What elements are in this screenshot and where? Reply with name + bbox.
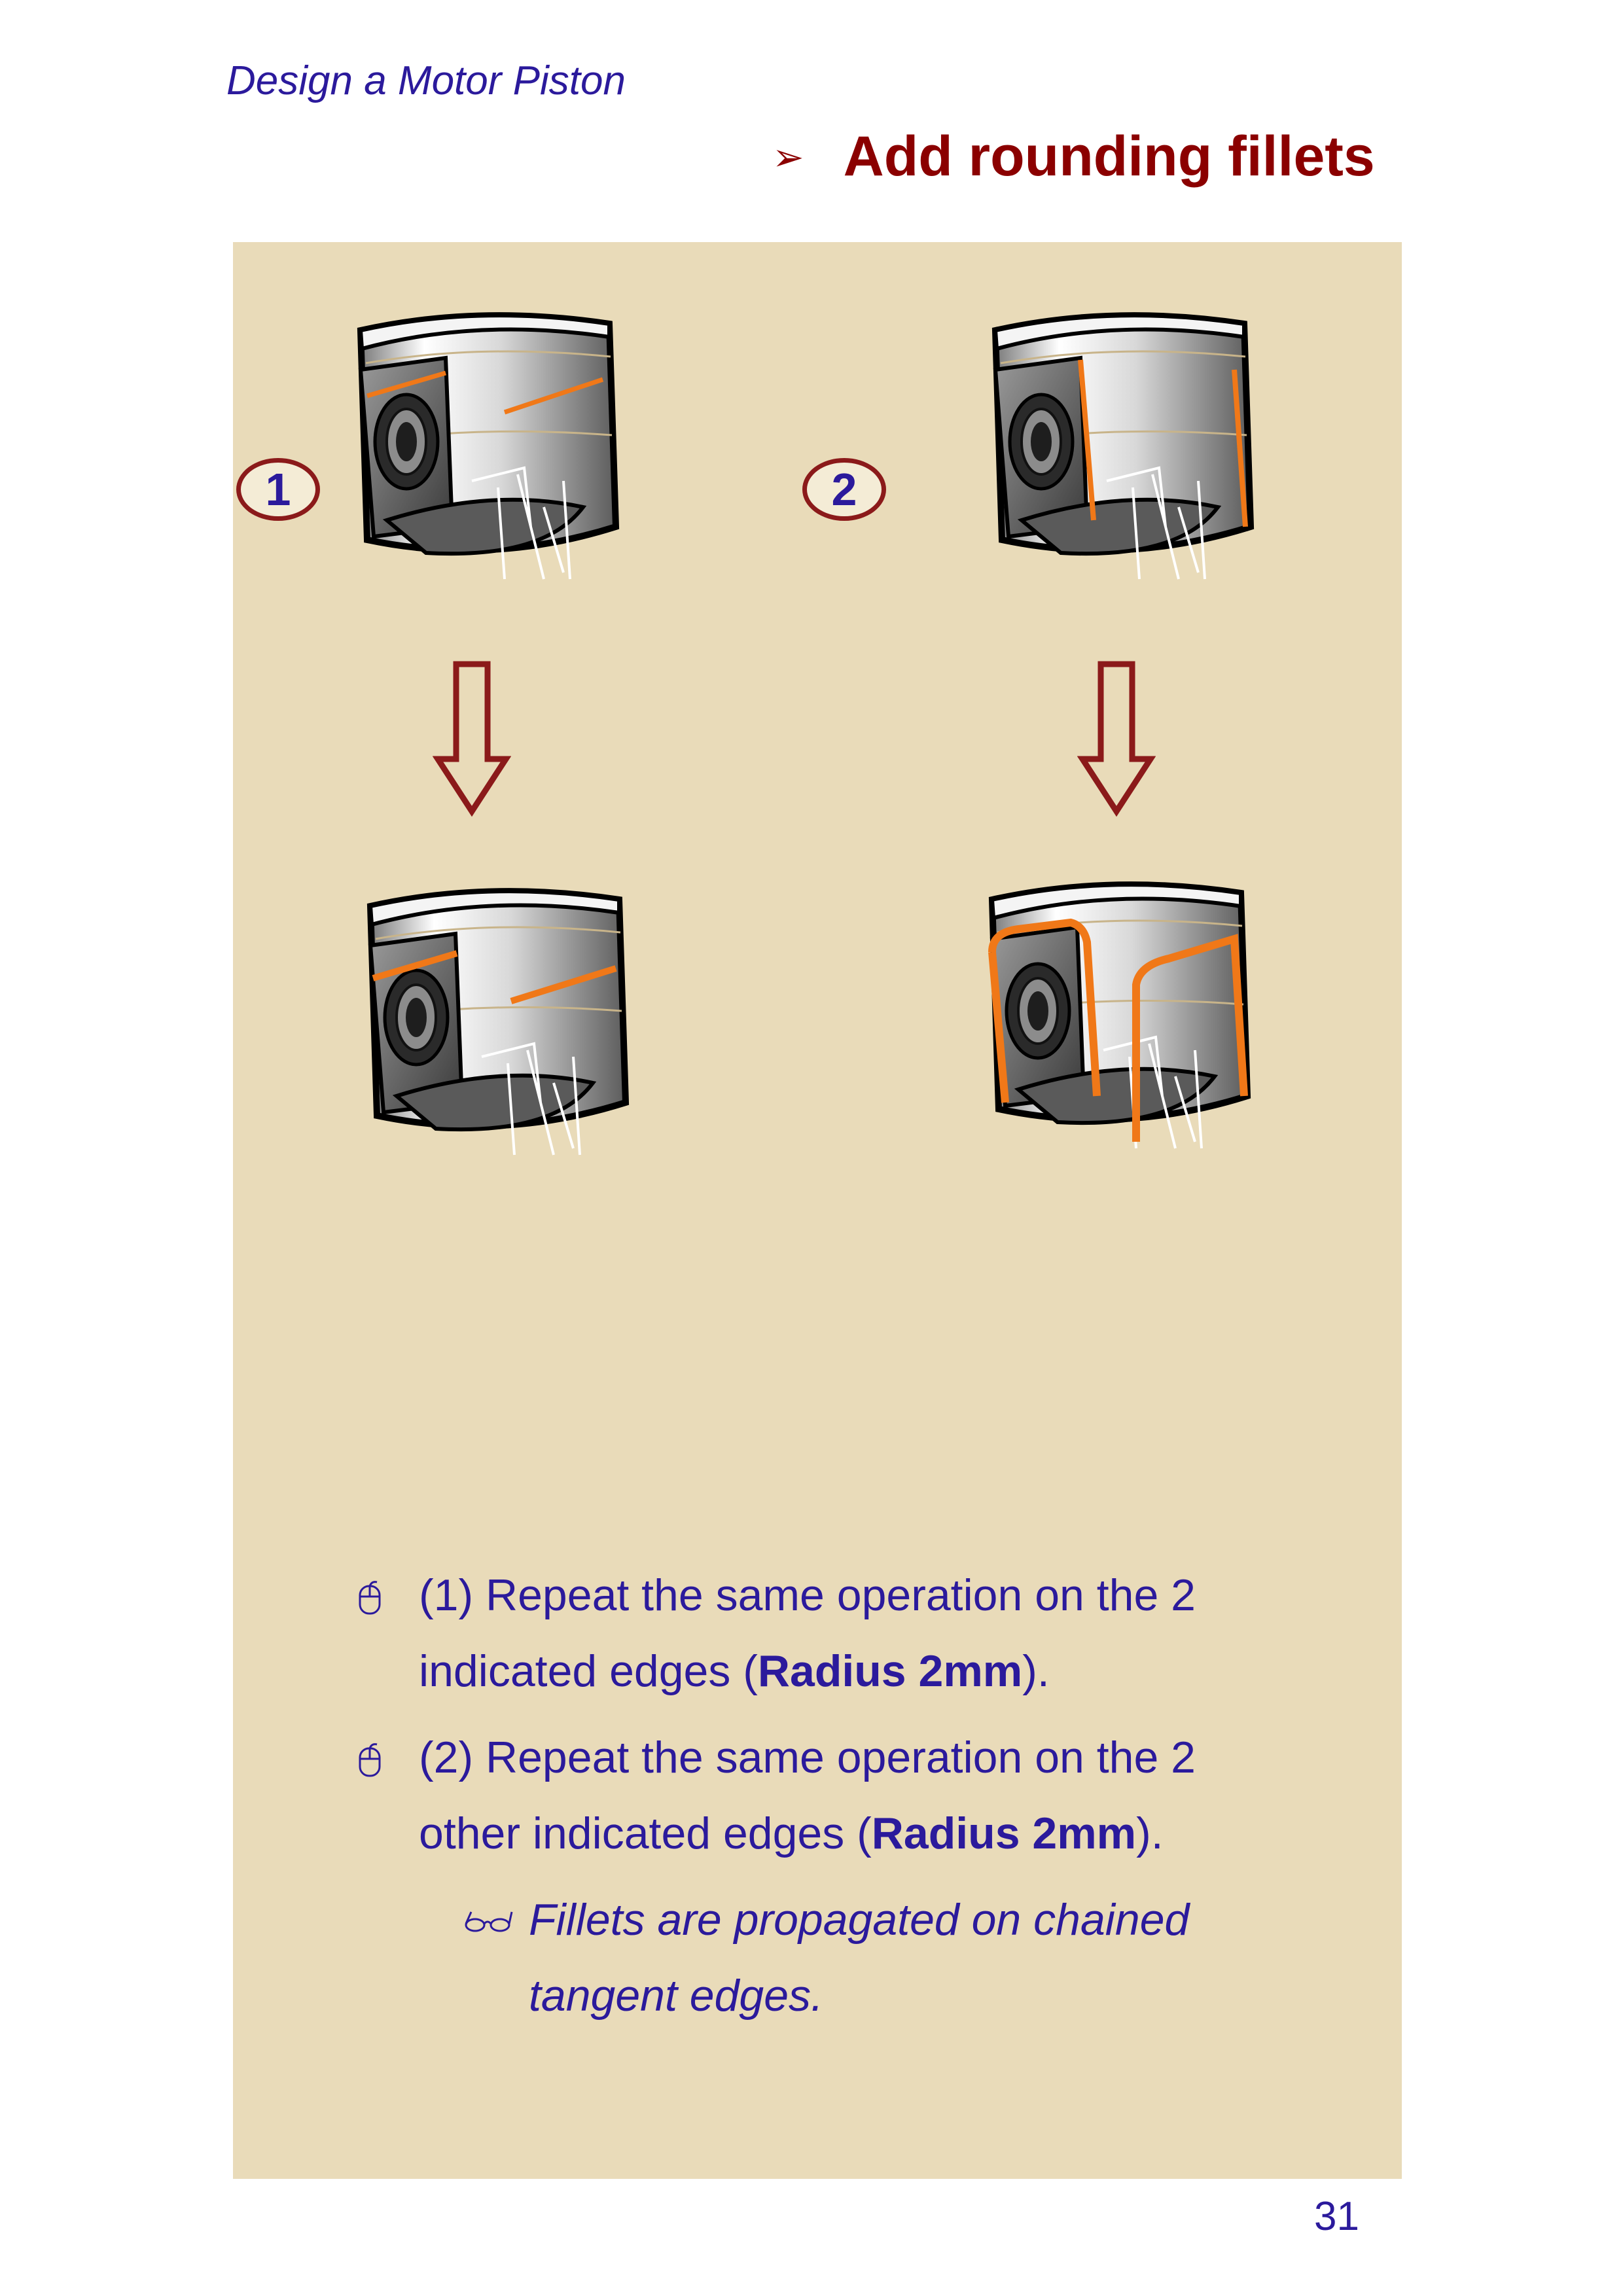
section-heading (772, 124, 1375, 189)
step-badge-2: 2 (802, 458, 886, 521)
instruction-bold-2: Radius 2mm (871, 1809, 1137, 1858)
header-title: Design a Motor Piston (226, 58, 626, 103)
step-badge-1: 1 (236, 458, 320, 521)
instruction-text-2b: ). (1136, 1809, 1164, 1858)
mouse-icon (356, 1580, 383, 1616)
piston-step1-after (357, 887, 645, 1161)
instructions (353, 1557, 1309, 2034)
instruction-bold-1: Radius 2mm (757, 1646, 1023, 1696)
piston-step1-before (348, 311, 635, 586)
heading-text: Add rounding fillets (843, 125, 1375, 188)
instruction-text-2a: (2) Repeat the same operation on the 2 other indicated edges ( (419, 1733, 1196, 1858)
mouse-icon (356, 1742, 383, 1778)
note-item (353, 1882, 1309, 2034)
piston-step2-after (979, 880, 1267, 1168)
instruction-text-1b: ). (1022, 1646, 1050, 1696)
down-arrow-2-icon (1077, 661, 1156, 818)
page-number: 31 (1314, 2194, 1359, 2239)
instruction-text-1a: (1) Repeat the same operation on the 2 indicated edges ( (419, 1570, 1196, 1696)
glasses-icon (462, 1908, 514, 1934)
instruction-item-2 (353, 1720, 1309, 1871)
note-text: Fillets are propagated on chained tangent edges. (529, 1895, 1190, 2021)
down-arrow-1-icon (433, 661, 511, 818)
instruction-item-1 (353, 1557, 1309, 1709)
heading-bullet-icon: ➢ (772, 135, 804, 179)
piston-step2-before (982, 311, 1270, 586)
